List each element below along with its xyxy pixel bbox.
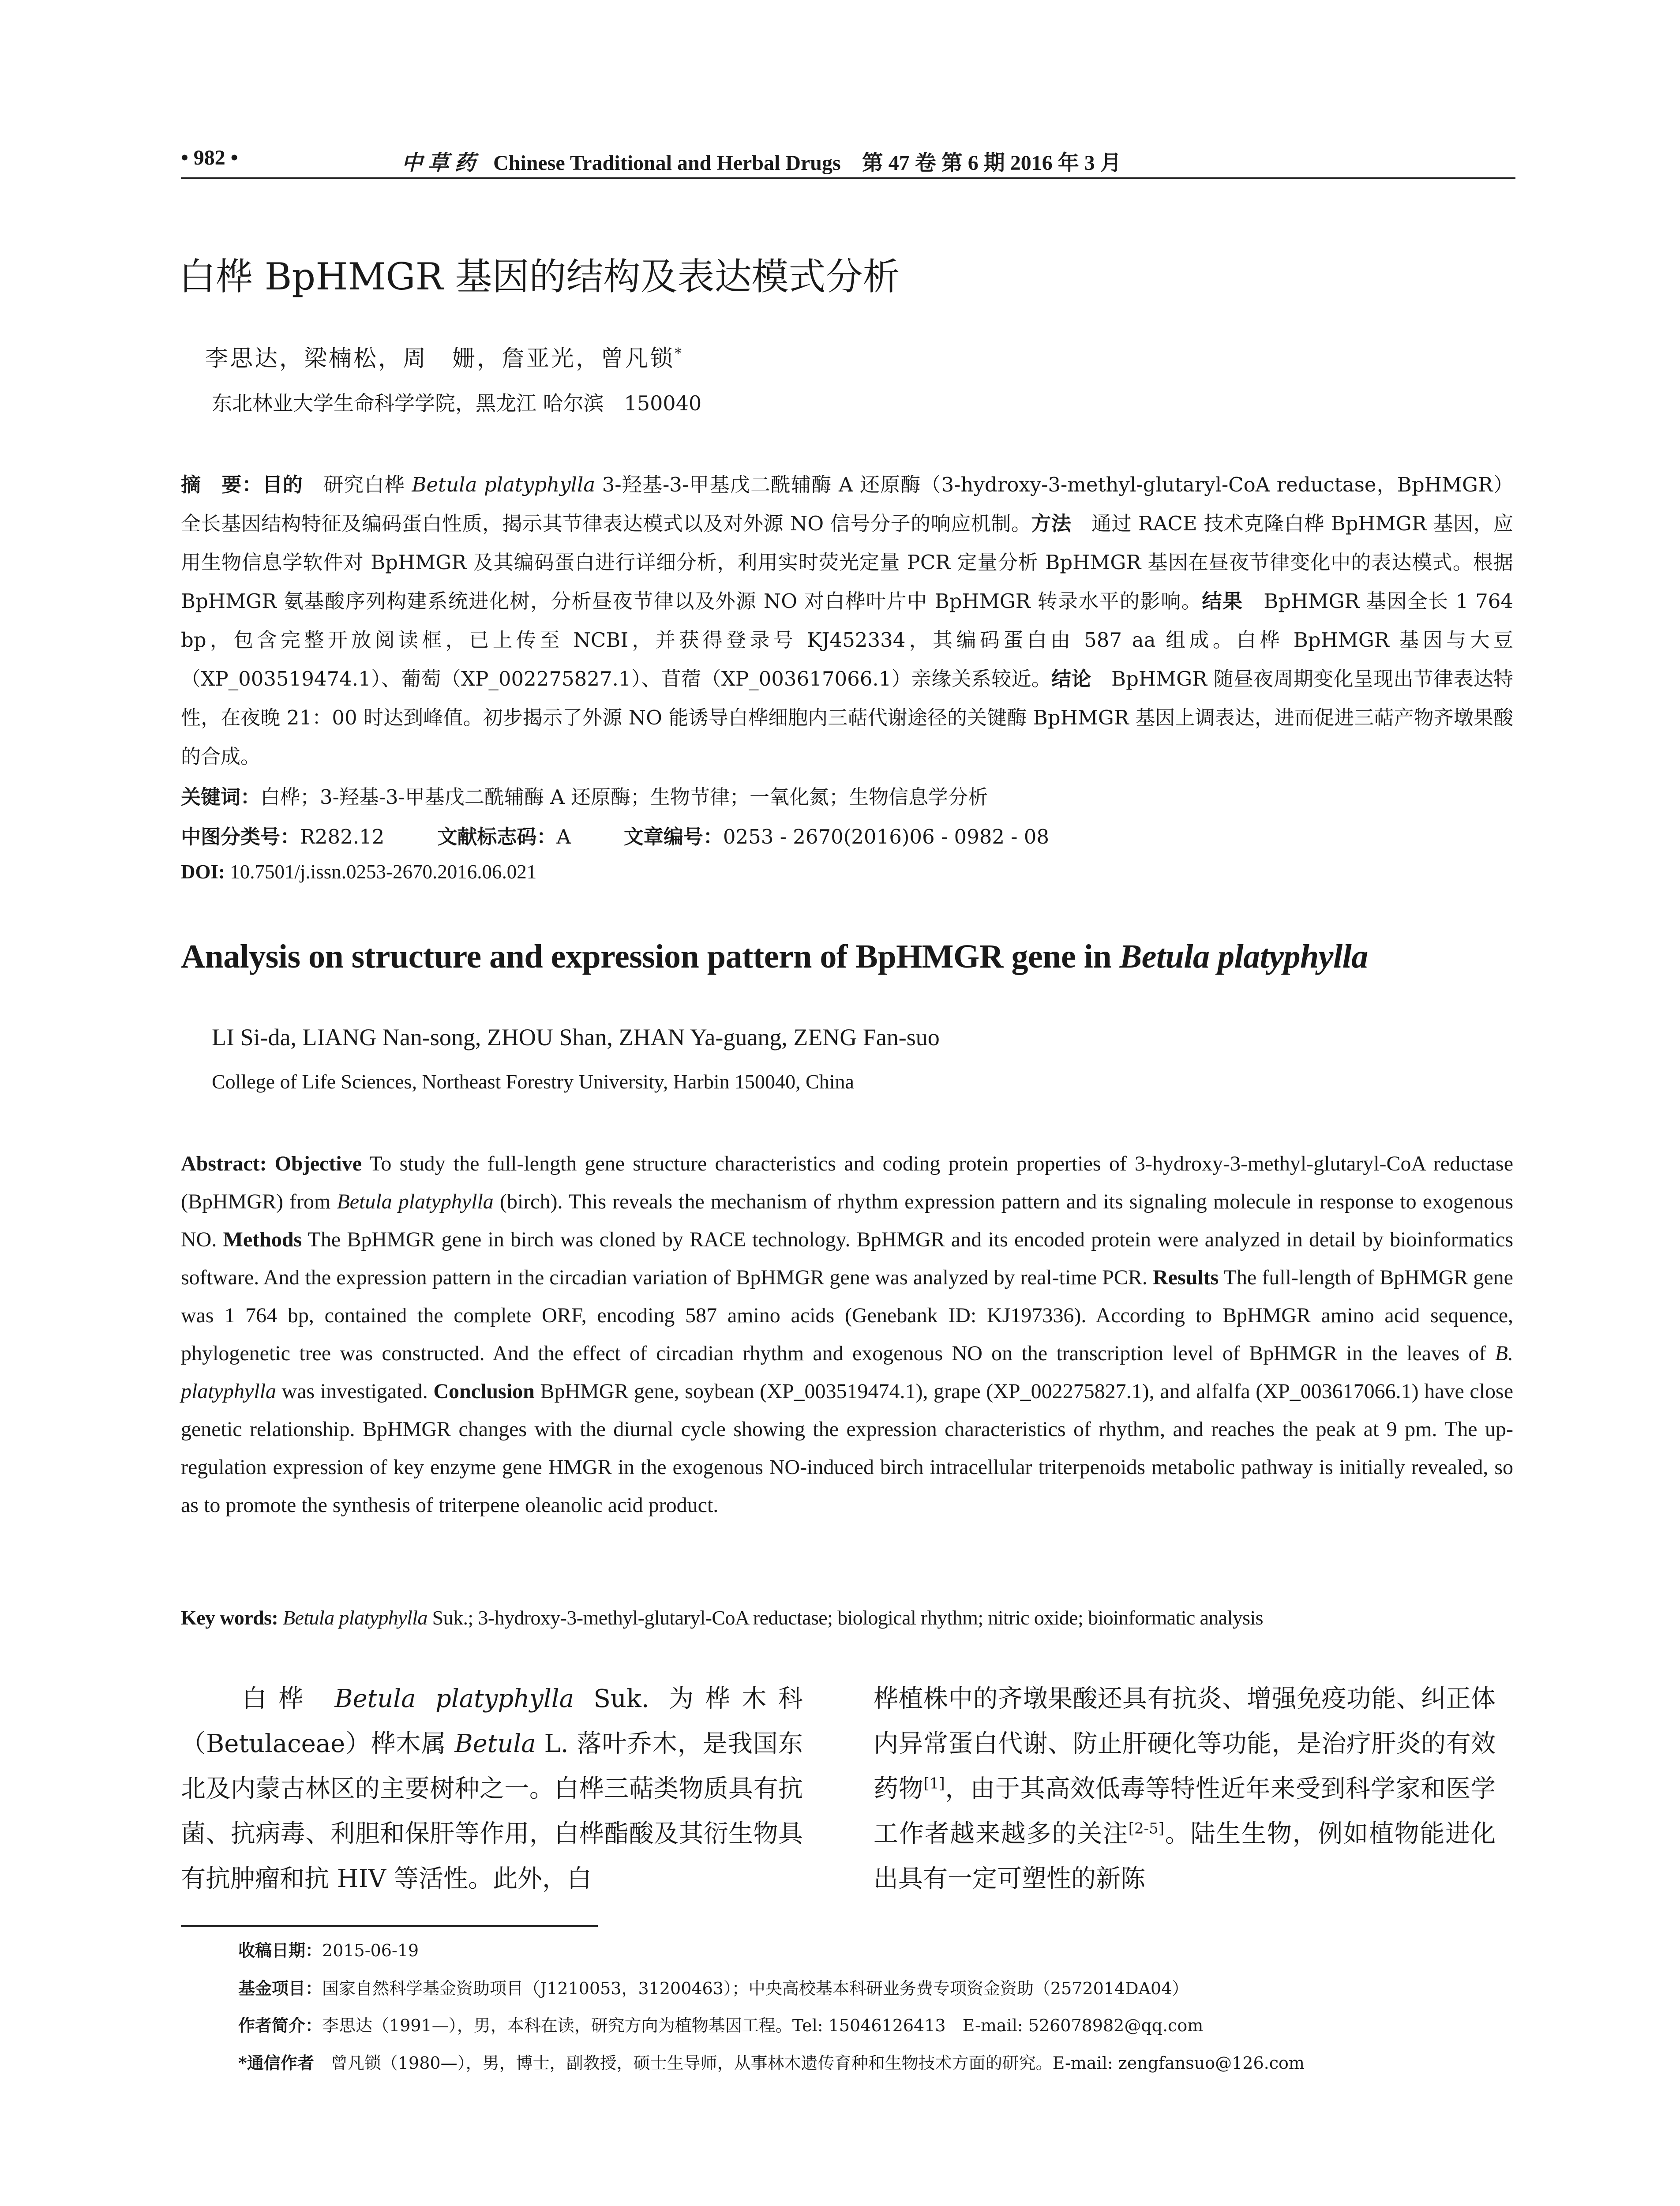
corresponding-text: 曾凡锁（1980—），男，博士，副教授，硕士生导师，从事林木遗传育种和生物技术方面的研究。E-mail: zengfansuo@126.com [314, 2053, 1305, 2073]
title-en-main: Analysis on structure and expression pattern of BpHMGR gene in [181, 938, 1120, 975]
objective-label-cn: 目的 [262, 473, 304, 496]
page-number: • 982 • [181, 146, 238, 169]
keywords-cn [181, 781, 988, 810]
citation-2-5: [2-5] [1128, 1820, 1164, 1838]
body-column-left [181, 1677, 803, 1902]
methods-cn: 通过 RACE 技术克隆白桦 BpHMGR 基因，应用生物信息学软件对 BpHMGR 及其编码蛋白进行详细分析，利用实时荧光定量 PCR 定量分析 BpHMGR 基因在昼夜节律变化中的表达模式。根据 BpHMGR 氨基酸序列构建系统进化树，分析昼夜节律以及外源 NO 对白桦叶片中 BpHMGR 转录水平的影响。 [181, 512, 1513, 613]
species-cn: Betula platyphylla [412, 473, 596, 496]
abstract-cn [181, 465, 1513, 776]
methods-label-en: Methods [223, 1228, 302, 1251]
keywords-en-label: Key words: [181, 1606, 278, 1629]
running-header [181, 141, 1515, 176]
keywords-en [181, 1606, 1518, 1629]
title-en-species: Betula platyphylla [1119, 938, 1368, 975]
doi-line [181, 860, 536, 883]
journal-name-cn: 中 草 药 [401, 151, 476, 175]
footnote-author [238, 2012, 1203, 2036]
affiliation-en: College of Life Sciences, Northeast Forestry University, Harbin 150040, China [212, 1070, 854, 1093]
body-right-2: ，由于其高效低毒等特性近年来受到科学家和医学工作者越来越多的关注 [874, 1775, 1496, 1848]
results-label-en: Results [1152, 1266, 1219, 1289]
keywords-cn-label: 关键词： [181, 785, 261, 809]
objective-post-en: (birch). This reveals the mechanism of rhythm expression pattern and its signaling molecule in response to exogenous NO. [181, 1190, 1513, 1251]
results-label-cn: 结果 [1202, 589, 1243, 613]
received-label: 收稿日期： [238, 1940, 322, 1960]
author-bio-text: 李思达（1991—），男，本科在读，研究方向为植物基因工程。Tel: 15046126413 E-mail: 526078982@qq.com [322, 2016, 1204, 2035]
body-left-species: Betula platyphylla [334, 1685, 574, 1713]
methods-en: The BpHMGR gene in birch was cloned by RACE technology. BpHMGR and its encoded protein were analyzed in detail by bioinformatics software. And the expression pattern in the circadian variation of BpHMGR gene was analyzed by real-time PCR. [181, 1228, 1514, 1289]
citation-1: [1] [923, 1775, 945, 1793]
results-pre-en: The full-length of BpHMGR gene was 1 764 bp, contained the complete ORF, encoding 587 amino acids (Genebank ID: KJ197336). According to BpHMGR amino acid sequence, phylogenetic tree was constructed. And the effect of circadian rhythm and exogenous NO on the transcription level of BpHMGR in the leaves of [181, 1266, 1513, 1365]
footnote-received [238, 1937, 419, 1961]
abstract-en [181, 1145, 1513, 1524]
header-rule [181, 177, 1515, 179]
body-right-3: 。陆生生物，例如植物能进化出具有一定可塑性的新陈 [874, 1820, 1496, 1893]
clc-value: R282.12 [300, 825, 385, 848]
methods-label-cn: 方法 [1031, 512, 1072, 535]
received-date: 2015-06-19 [322, 1941, 419, 1960]
journal-name [401, 146, 1121, 176]
doc-code-value: A [556, 825, 571, 848]
clc-label: 中图分类号： [181, 825, 300, 848]
authors-cn-names: 李思达，梁楠松，周 姗，詹亚光，曾凡锁 [205, 345, 675, 372]
body-left-genus: Betula [454, 1730, 536, 1758]
body-left-2: Suk. 为桦木科（Betulaceae）桦木属 [181, 1685, 803, 1758]
corresponding-mark: * [675, 345, 684, 362]
body-left-3: L. 落叶乔木，是我国东北及内蒙古林区的主要树种之一。白桦三萜类物质具有抗菌、抗病毒、利胆和保肝等作用，白桦酯酸及其衍生物具有抗肿瘤和抗 HIV 等活性。此外，白 [181, 1730, 803, 1893]
conclusion-en: BpHMGR gene, soybean (XP_003519474.1), grape (XP_002275827.1), and alfalfa (XP_003617066.1) have close genetic relationship. BpHMGR changes with the diurnal cycle showing the expression characteristics of rhythm, and reaches the peak at 9 pm. The up-regulation expression of key enzyme gene HMGR in the exogenous NO-induced birch intracellular triterpenoids metabolic pathway is initially revealed, so as to promote the synthesis of triterpene oleanolic acid product. [181, 1380, 1514, 1517]
abstract-cn-label: 摘 要： [181, 473, 262, 496]
fund-label: 基金项目： [238, 1978, 322, 1998]
results-post-en: was investigated. [276, 1380, 434, 1403]
abstract-en-label: Abstract: Objective [181, 1152, 362, 1175]
classification-line [181, 821, 1049, 849]
authors-cn [205, 340, 683, 373]
results-cn: BpHMGR 基因全长 1 764 bp，包含完整开放阅读框，已上传至 NCBI，并获得登录号 KJ452334，其编码蛋白由 587 aa 组成。白桦 BpHMGR 基因与大豆（XP_003519474.1）、葡萄（XP_002275827.1）、苜蓿（XP_003617066.1）亲缘关系较近。 [181, 589, 1513, 690]
conclusion-cn: BpHMGR 随昼夜周期变化呈现出节律表达特性，在夜晚 21：00 时达到峰值。初步揭示了外源 NO 能诱导白桦细胞内三萜代谢途径的关键酶 BpHMGR 基因上调表达，进而促进三萜产物齐墩果酸的合成。 [181, 667, 1513, 768]
title-cn: 白桦 BpHMGR 基因的结构及表达模式分析 [179, 255, 900, 298]
authors-en: LI Si-da, LIANG Nan-song, ZHOU Shan, ZHAN Ya-guang, ZENG Fan-suo [212, 1024, 940, 1050]
fund-text: 国家自然科学基金资助项目（J1210053，31200463）；中央高校基本科研业务费专项资金资助（2572014DA04） [322, 1979, 1189, 1998]
objective-pre-cn: 研究白桦 [303, 473, 412, 496]
corresponding-label: *通信作者 [238, 2053, 314, 2073]
affiliation-cn: 东北林业大学生命科学学院，黑龙江 哈尔滨 150040 [212, 391, 702, 415]
conclusion-label-en: Conclusion [433, 1380, 535, 1403]
keywords-en-species: Betula platyphylla [278, 1606, 428, 1629]
species-en: Betula platyphylla [337, 1190, 494, 1213]
doi-value: 10.7501/j.issn.0253-2670.2016.06.021 [225, 861, 537, 883]
article-no-label: 文章编号： [623, 825, 723, 848]
article-no-value: 0253 - 2670(2016)06 - 0982 - 08 [723, 825, 1050, 848]
footnote-corresponding [238, 2049, 1305, 2074]
doc-code-label: 文献标志码： [437, 825, 557, 848]
conclusion-label-cn: 结论 [1051, 667, 1091, 690]
species-short-en: B. platyphylla [181, 1342, 1513, 1403]
keywords-cn-text: 白桦；3-羟基-3-甲基戊二酰辅酶 A 还原酶；生物节律；一氧化氮；生物信息学分析 [260, 785, 988, 809]
issue-info: 第 47 卷 第 6 期 2016 年 3 月 [862, 151, 1121, 175]
journal-name-en: Chinese Traditional and Herbal Drugs [493, 151, 841, 175]
doi-label: DOI: [181, 861, 225, 883]
objective-post-cn: 3-羟基-3-甲基戊二酰辅酶 A 还原酶（3-hydroxy-3-methyl-glutaryl-CoA reductase，BpHMGR）全长基因结构特征及编码蛋白性质，揭示其节律表达模式以及对外源 NO 信号分子的响应机制。 [181, 473, 1513, 535]
keywords-en-text: Suk.; 3-hydroxy-3-methyl-glutaryl-CoA reductase; biological rhythm; nitric oxide; bioinformatic analysis [427, 1606, 1263, 1629]
author-bio-label: 作者简介： [238, 2015, 322, 2035]
footnote-fund [238, 1975, 1189, 1999]
body-left-1: 白桦 [230, 1685, 335, 1713]
footnote-rule [181, 1925, 598, 1927]
body-right-1: 桦植株中的齐墩果酸还具有抗炎、增强免疫功能、纠正体内异常蛋白代谢、防止肝硬化等功能，是治疗肝炎的有效药物 [874, 1685, 1496, 1803]
title-en [181, 938, 1368, 976]
objective-pre-en: To study the full-length gene structure characteristics and coding protein properties of 3-hydroxy-3-methyl-glutaryl-CoA reductase (BpHMGR) from [181, 1152, 1513, 1213]
body-column-right [874, 1677, 1496, 1902]
